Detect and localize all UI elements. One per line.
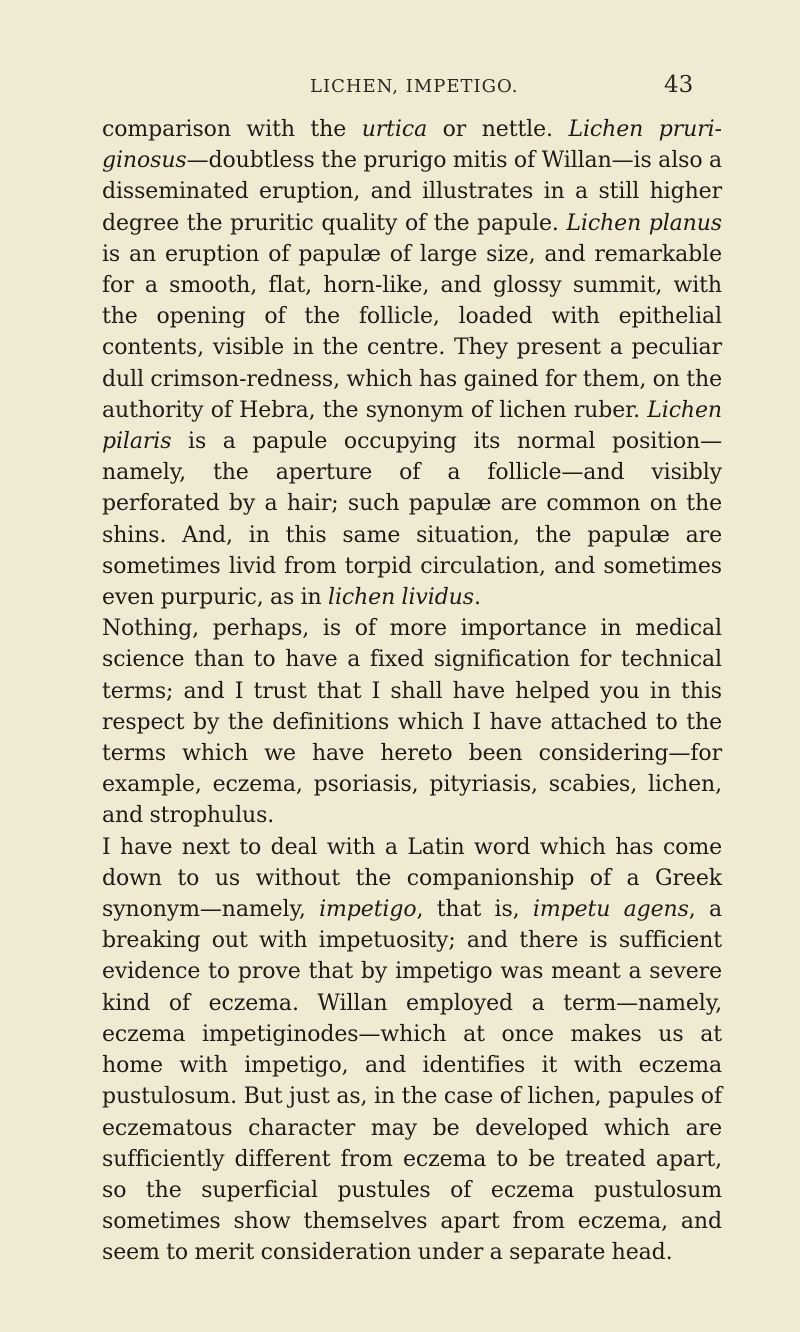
text-run: , a breaking out with impetuosity; and there is sufficient evidence to prove that by impetigo was meant a severe kind of eczema. Willan employed a term—namely, eczema impetiginodes—which at once makes us at home with impetigo, and identifies it with eczema pustulosum. But just as, in the case of lichen, papules of eczematous character may be developed which are sufficiently different from eczema to be treated apart, so the superficial pustules of eczema pustulosum sometimes show themselves apart from eczema, and seem to merit consideration under a separate head.: [102, 897, 722, 1266]
body-text: [102, 114, 722, 1269]
page-number: 43: [664, 72, 694, 98]
text-run: —doubtless the prurigo mitis of Willan—is also a disseminated eruption, and illustrates in a still higher degree the pruritic quality of the papule.: [102, 148, 722, 236]
italic-term: impetu agens: [532, 897, 689, 923]
running-head: LICHEN, IMPETIGO.: [310, 76, 519, 97]
text-run: is a papule occupying its normal position—namely, the aperture of a follicle—and visibly perforated by a hair; such papulæ are common on the shins. And, in this same situation, the papulæ are sometimes livid from torpid circulation, and sometimes even purpuric, as in: [102, 429, 722, 611]
text-run: comparison with the: [102, 117, 362, 142]
text-run: , that is,: [416, 897, 533, 923]
italic-term: urtica: [361, 117, 428, 142]
text-run: Nothing, perhaps, is of more importance in medical science than to have a fixed signification for technical terms; and I trust that I shall have helped you in this respect by the definitions which I have attached to the terms which we have hereto been considering—for example, eczema, psoriasis, pityriasis, scabies, lichen, and strophulus.: [102, 616, 722, 829]
text-run: is an eruption of papulæ of large size, and remarkable for a smooth, flat, horn-like, and glossy summit, with the opening of the follicle, loaded with epithelial contents, visible in the centre. They present a peculiar dull crimson-redness, which has gained for them, on the authority of Hebra, the synonym of lichen ruber.: [102, 241, 722, 423]
italic-term: Lichen planus: [566, 210, 722, 236]
italic-term: Lichen pilaris: [102, 397, 722, 455]
italic-term: lichen lividus: [328, 585, 474, 611]
paragraph: [102, 114, 722, 613]
italic-term: impetigo: [319, 897, 417, 923]
text-run: I have next to deal with a Latin word which has come down to us without the companionship of a Greek synonym—namely,: [102, 834, 722, 923]
text-run: .: [473, 585, 481, 611]
paragraph: [102, 613, 722, 831]
text-run: or nettle.: [427, 117, 569, 142]
paragraph: [102, 832, 722, 1269]
italic-term: Lichen pruriginosus: [102, 117, 722, 174]
